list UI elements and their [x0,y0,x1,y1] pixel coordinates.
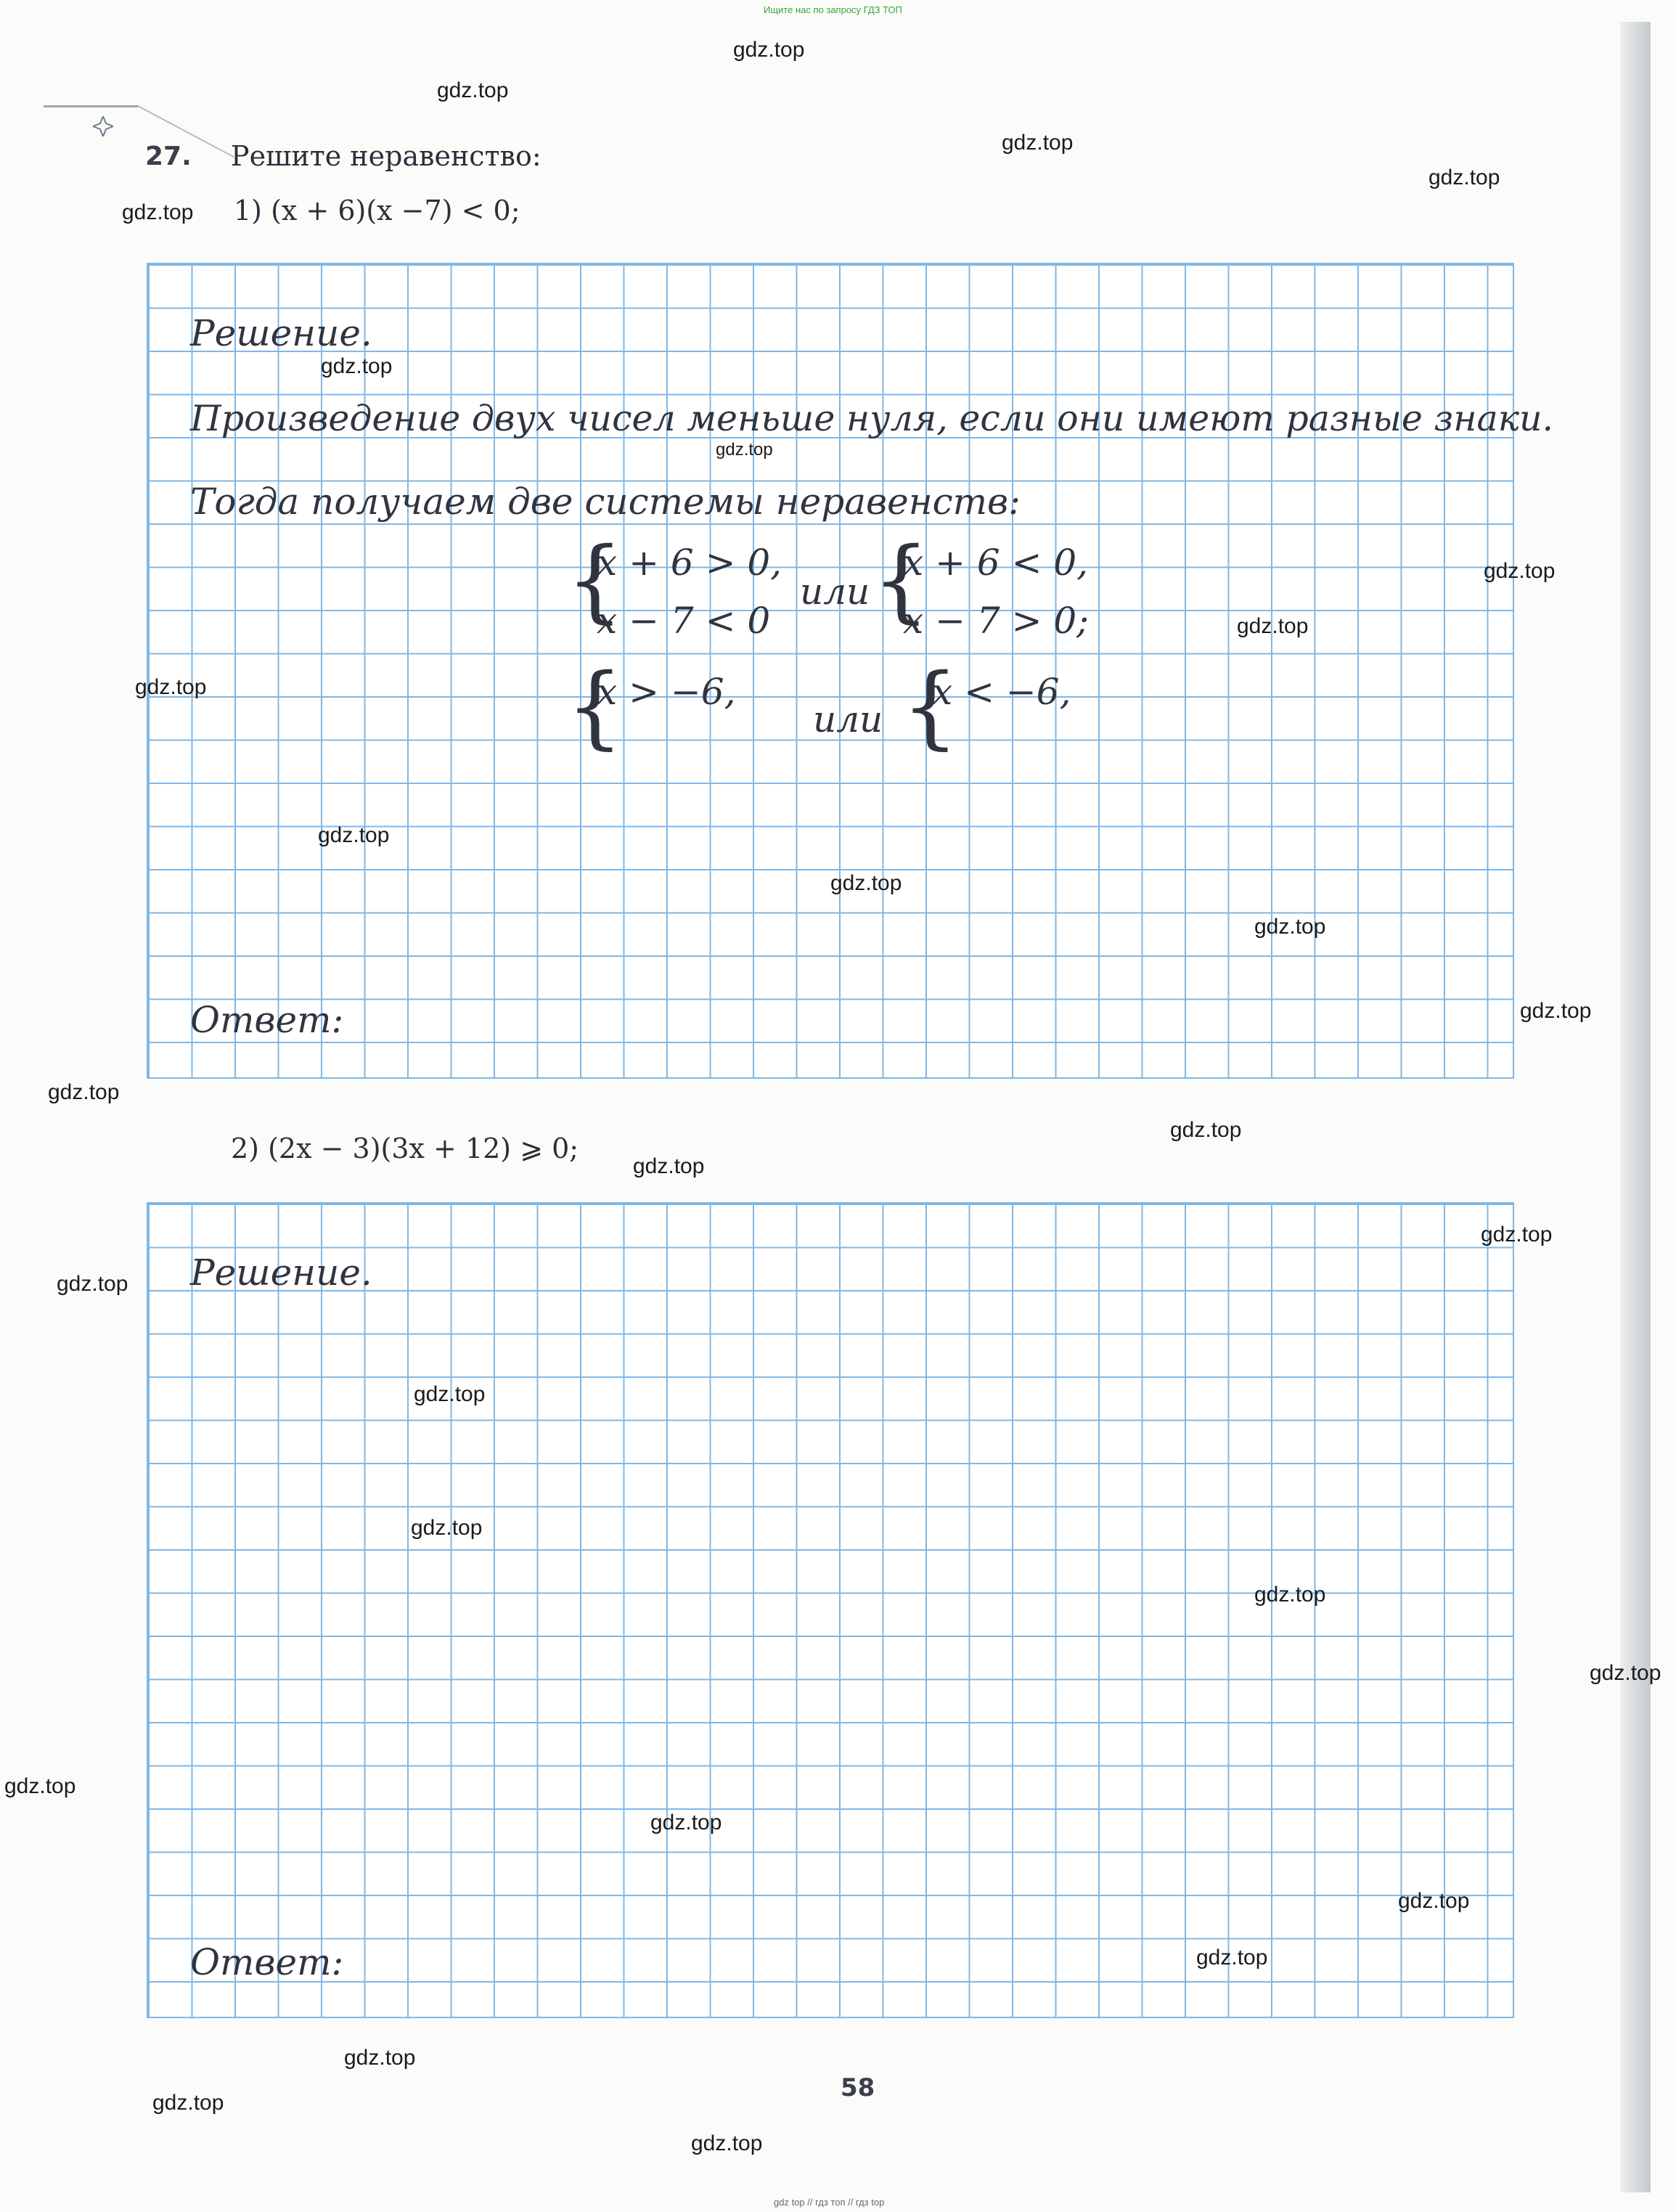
sys1-line-a: x + 6 > 0, [597,542,782,584]
system-brace-4: { [902,655,959,759]
watermark: gdz.top [1481,1223,1553,1246]
watermark: gdz.top [152,2091,224,2115]
part2-answer-label: Ответ: [190,1941,344,1983]
watermark: gdz.top [1590,1661,1661,1685]
watermark: gdz.top [650,1811,722,1835]
star-icon [93,116,113,136]
part1-line1: Произведение двух чисел меньше нуля, если они имеют разные знаки. [190,398,1554,439]
watermark: gdz.top [1520,999,1592,1023]
header-rule [44,105,138,107]
sys4-line-a: x < −6, [932,671,1071,713]
watermark: gdz.top [691,2131,763,2155]
or-word-1: или [800,571,870,613]
watermark: gdz.top [437,78,509,102]
watermark: gdz.top [4,1774,76,1798]
watermark: gdz.top [1254,1583,1326,1607]
page-edge [1620,22,1651,2192]
watermark: gdz.top [414,1382,486,1406]
watermark: gdz.top [1196,1946,1268,1970]
sys1-line-b: x − 7 < 0 [597,600,771,642]
task-number: 27. [145,142,192,171]
part1-line2: Тогда получаем две системы неравенств: [190,481,1021,523]
watermark: gdz.top [1002,131,1074,155]
watermark: gdz.top [733,38,805,62]
system-brace-2: { [872,528,930,633]
watermark: gdz.top [135,675,207,699]
watermark: gdz.top [633,1154,705,1178]
part2-statement: 2) (2x − 3)(3x + 12) ⩾ 0; [231,1132,579,1164]
watermark: gdz.top [1237,614,1309,638]
part1-answer-label: Ответ: [190,999,344,1041]
watermark: gdz.top [1428,166,1500,189]
watermark: gdz.top [1484,559,1556,583]
watermark: gdz.top [344,2046,416,2070]
or-word-2: или [813,698,883,740]
watermark: gdz.top [321,354,393,378]
answer-grid-2[interactable] [147,1202,1514,2018]
watermark: gdz.top [1254,915,1326,939]
task-prompt: Решите неравенство: [231,140,541,172]
sys3-line-a: x > −6, [597,671,736,713]
sys2-line-a: x + 6 < 0, [903,542,1089,584]
watermark: gdz.top [1398,1889,1470,1913]
watermark: gdz.top [830,871,902,895]
part1-solution-label: Решение. [190,312,372,354]
sys2-line-b: x − 7 > 0; [903,600,1090,642]
watermark: gdz.top [318,823,390,847]
watermark: gdz.top [1170,1118,1242,1142]
footer-note: gdz top // гдз топ // гдз top [774,2197,885,2208]
watermark: gdz.top [48,1080,120,1104]
part2-solution-label: Решение. [190,1252,372,1294]
top-note: Ищите нас по запросу ГДЗ ТОП [764,4,902,15]
answer-grid-1[interactable] [147,263,1514,1079]
watermark: gdz.top [57,1272,128,1296]
watermark: gdz.top [716,440,773,460]
page-number: 58 [841,2073,875,2102]
system-brace-1: { [566,528,624,633]
system-brace-3: { [566,655,624,759]
watermark: gdz.top [122,200,194,224]
watermark: gdz.top [411,1516,483,1540]
part1-statement: 1) (x + 6)(x −7) < 0; [234,195,520,226]
